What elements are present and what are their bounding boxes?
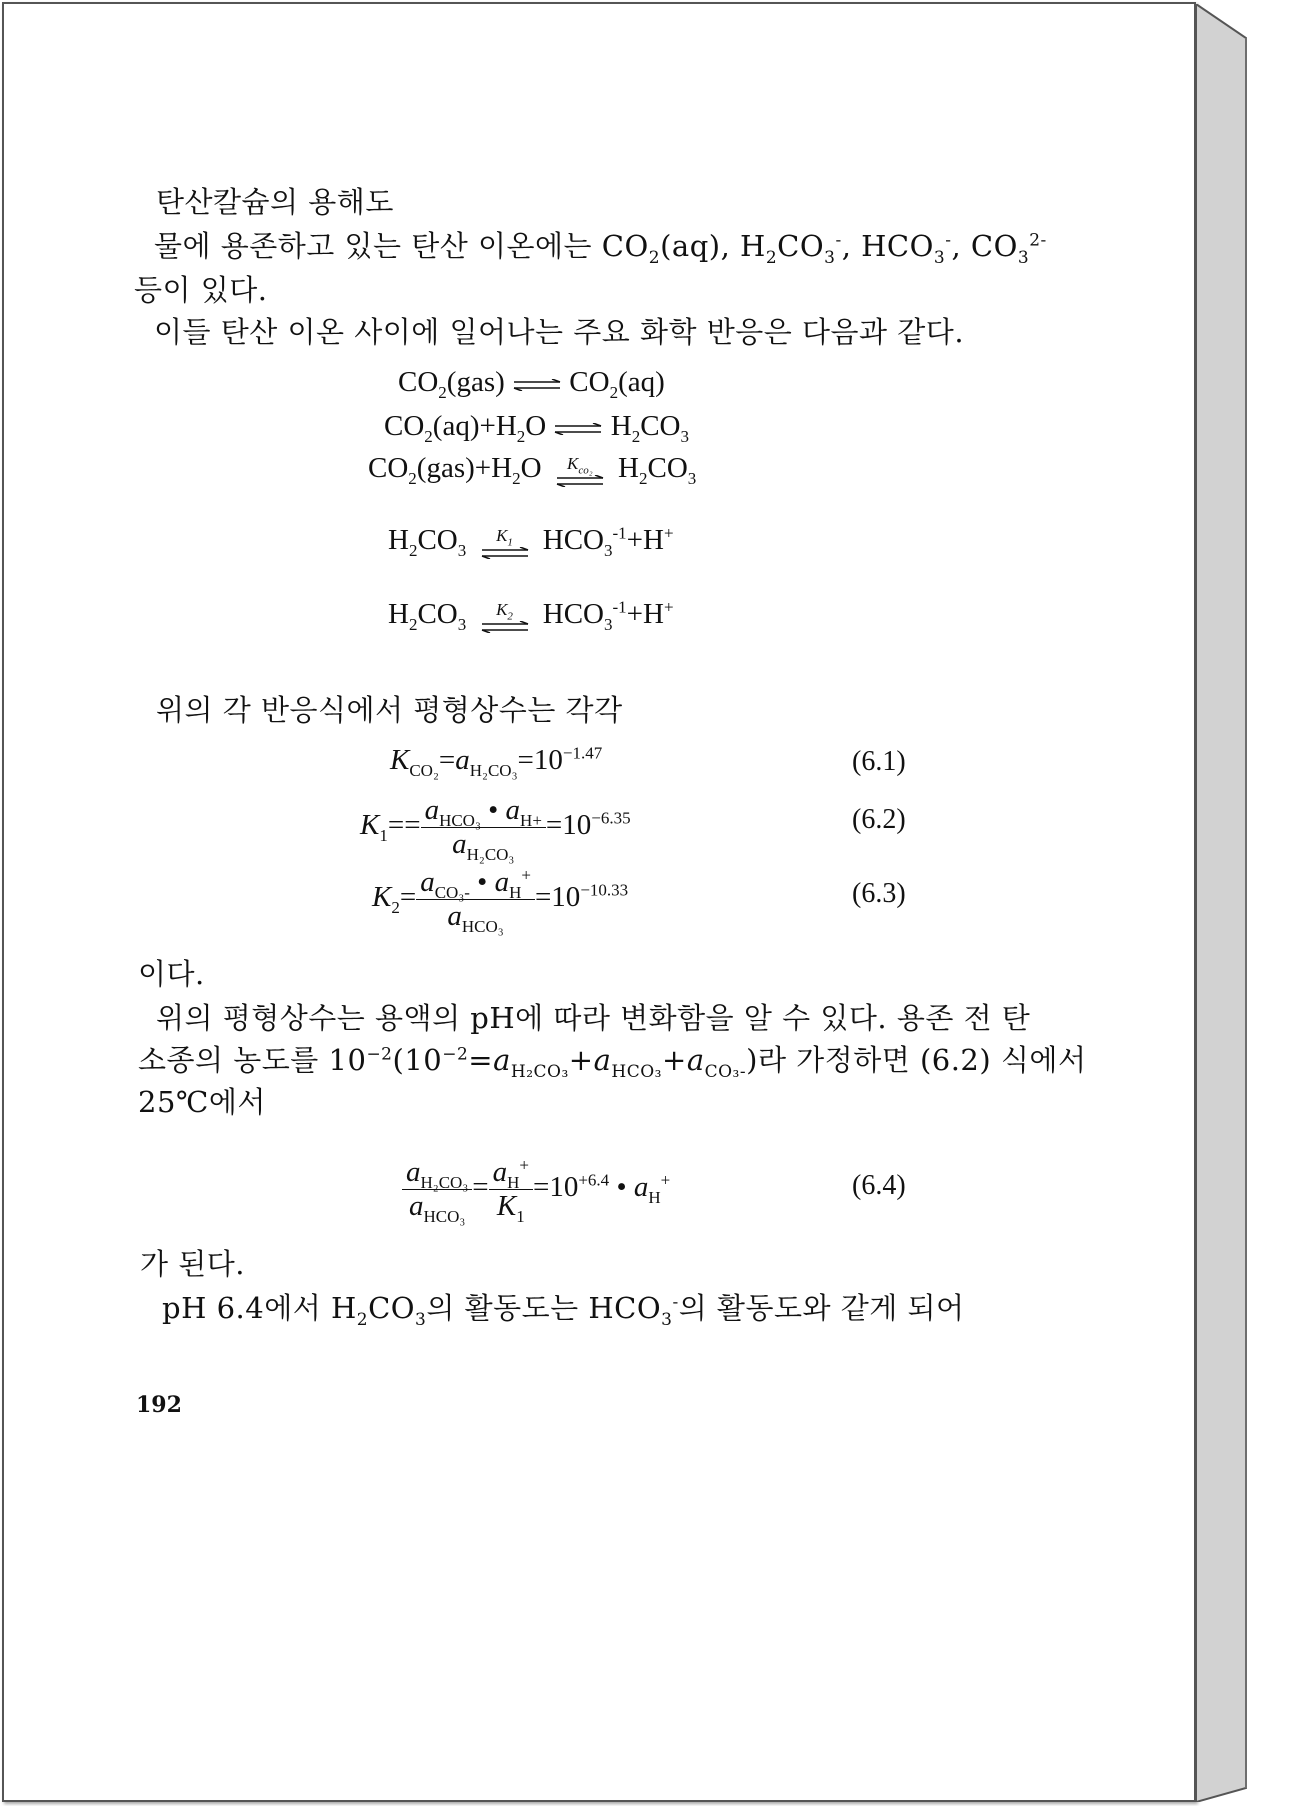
section-heading: 탄산칼슘의 용해도 <box>156 185 394 219</box>
paragraph-7: pH 6.4에서 $H_2CO_3$의 활동도는 $HCO_3^-$의 활동도와 같게 되어 <box>162 1291 965 1330</box>
paragraph-5-line-2: 소종의 농도를 $10^{-2}(10^{-2}=a_{H_2CO_3}+a_{HCO_3}+a_{CO_3-})$라 가정하면 (6.2) 식에서 <box>138 1043 1087 1082</box>
paragraph-4: 이다. <box>138 957 205 991</box>
equation-number-6-1: (6.1) <box>852 746 906 777</box>
equation-6-1: $K_{CO_2}=a_{H_2CO_3}=10^{-1.47}$ <box>390 743 603 780</box>
equation-6-3: $K_2=$ $\frac{a_{CO_3-} • a_H^+}{a_{HCO_3}}$ $=10^{-10.33}$ <box>372 865 629 936</box>
paragraph-3: 위의 각 반응식에서 평형상수는 각각 <box>156 693 623 727</box>
book-spine-edge <box>1196 4 1262 1802</box>
book-page <box>2 2 1196 1802</box>
equation-number-6-3: (6.3) <box>852 878 906 909</box>
paragraph-2: 이들 탄산 이온 사이에 일어나는 주요 화학 반응은 다음과 같다. <box>154 315 965 349</box>
equation-number-6-4: (6.4) <box>852 1170 906 1201</box>
paragraph-1-line-2: 등이 있다. <box>134 273 268 307</box>
paragraph-5-line-1: 위의 평형상수는 용액의 pH에 따라 변화함을 알 수 있다. 용존 전 탄 <box>156 1001 1031 1035</box>
reaction-3: $CO_2(gas)+H_2O$ $K_{co_2}$ $H_2CO_3$ <box>368 452 697 488</box>
page-number: 192 <box>136 1392 182 1418</box>
equation-number-6-2: (6.2) <box>852 804 906 835</box>
reaction-2: $CO_2(aq)+H_2O$ $H_2CO_3$ <box>384 410 689 446</box>
reaction-1: $CO_2(gas)$ $CO_2(aq)$ <box>398 366 665 402</box>
paragraph-1-line-1: 물에 용존하고 있는 탄산 이온에는 $CO_2(aq)$, $H_2CO_3^-$, $HCO_3^-$, $CO_3^{2-}$ <box>154 229 1047 268</box>
paragraph-6: 가 된다. <box>140 1247 245 1281</box>
paragraph-5-line-3: 25℃에서 <box>138 1085 266 1119</box>
equation-6-2: $K_1==$ $\frac{a_{HCO_3} • a_{H+}}{a_{H_2CO_3}}$ $=10^{-6.35}$ <box>360 794 631 864</box>
equation-6-4: $\frac{a_{H_2CO_3}}{a_{HCO_3}}$ = $\frac{a_H^+}{K_1}$ $=10^{+6.4}$ • $a_H^+$ <box>402 1156 670 1223</box>
reaction-5: $H_2CO_3$ $K_2$ $HCO_3^{-1}+H^+$ <box>388 597 674 634</box>
reaction-4: $H_2CO_3$ $K_1$ $HCO_3^{-1}+H^+$ <box>388 523 674 560</box>
